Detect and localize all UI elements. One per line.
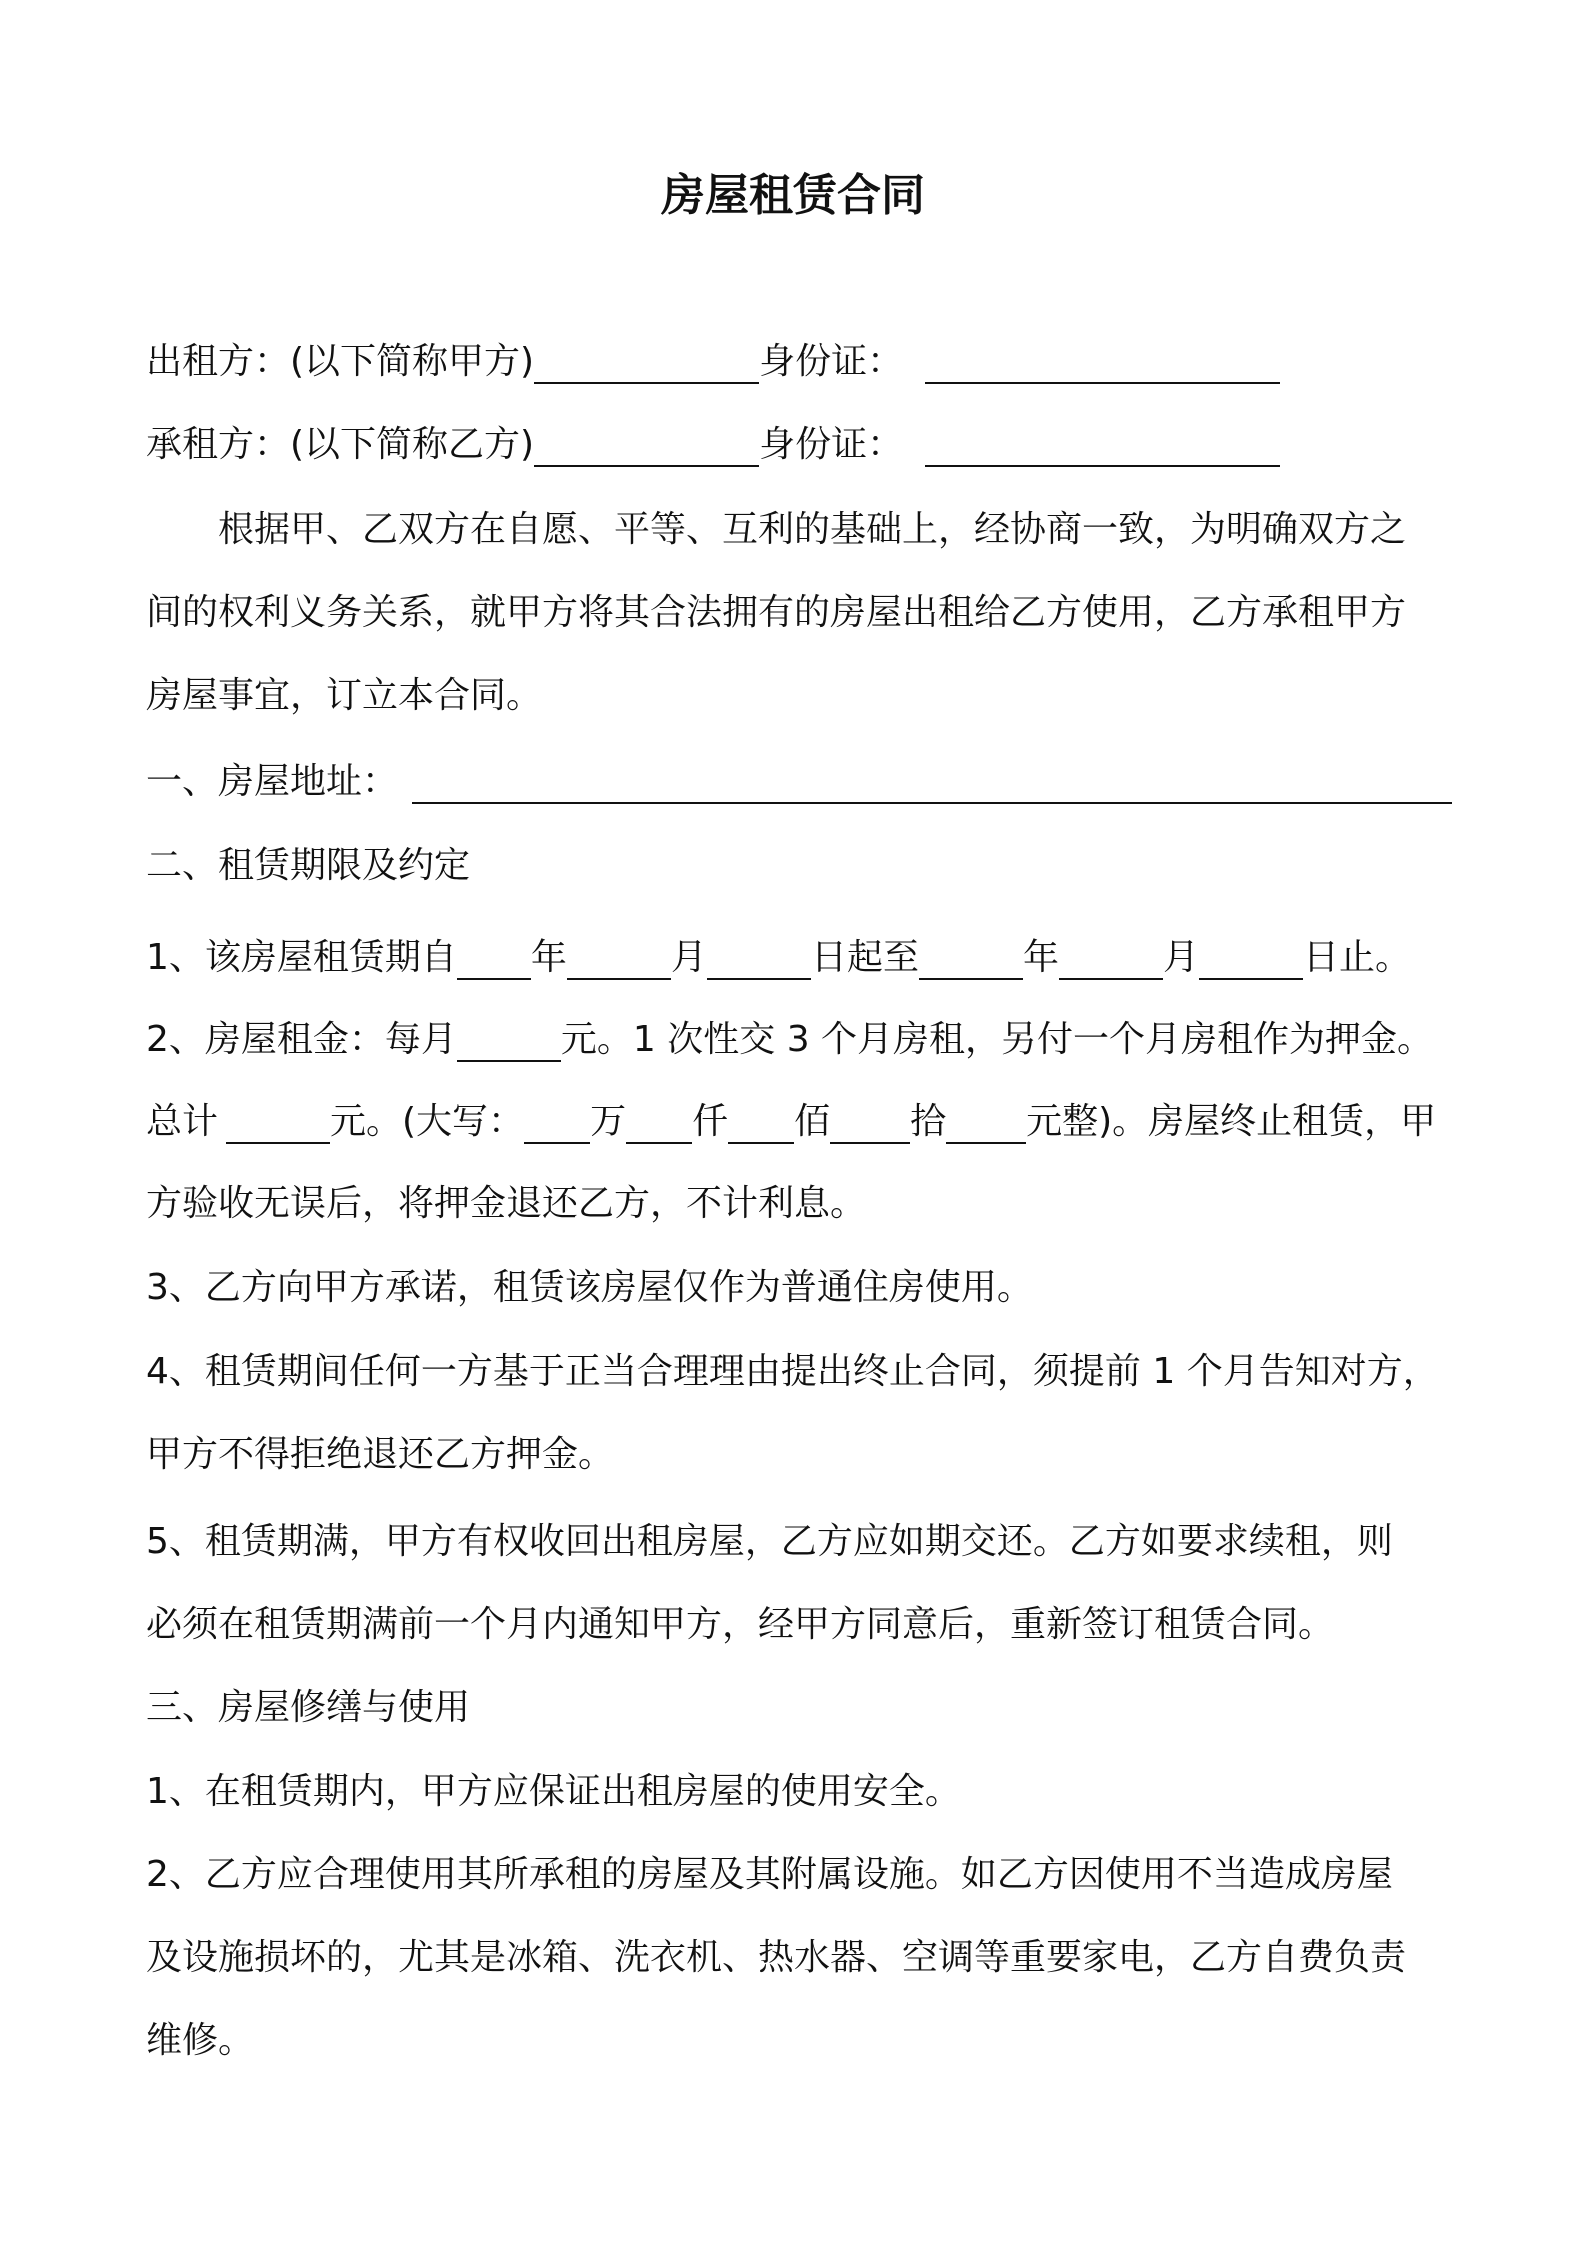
end-year-field[interactable] xyxy=(919,938,1023,980)
lessor-line xyxy=(146,340,1280,384)
s3-item2-line-3: 维修。 xyxy=(146,2020,255,2061)
start-month-field[interactable] xyxy=(567,938,671,980)
s3-item1-line: 1、在租赁期内，甲方应保证出租房屋的使用安全。 xyxy=(146,1771,961,1812)
total-amount-field[interactable] xyxy=(226,1102,330,1144)
start-day-field[interactable] xyxy=(707,938,811,980)
item4-line-2: 甲方不得拒绝退还乙方押金。 xyxy=(146,1434,615,1475)
section2-heading: 二、租赁期限及约定 xyxy=(146,845,471,886)
address-field[interactable] xyxy=(412,762,1452,804)
bai-label: 佰 xyxy=(794,1101,831,1142)
start-year-field[interactable] xyxy=(457,938,531,980)
month-label: 月 xyxy=(670,937,707,978)
lessee-label: 承租方：(以下简称乙方) xyxy=(146,424,535,465)
shi-field[interactable] xyxy=(830,1102,910,1144)
end-day-field[interactable] xyxy=(1199,938,1303,980)
rent-line-2 xyxy=(146,1100,1436,1144)
shi-label: 拾 xyxy=(910,1101,947,1142)
term-prefix: 1、该房屋租赁期自 xyxy=(146,937,457,978)
lessor-label: 出租方：(以下简称甲方) xyxy=(146,341,535,382)
s3-item2-line-1: 2、乙方应合理使用其所承租的房屋及其附属设施。如乙方因使用不当造成房屋 xyxy=(146,1854,1393,1895)
item4-line-1: 4、租赁期间任何一方基于正当合理理由提出终止合同，须提前 1 个月告知对方， xyxy=(146,1351,1439,1392)
item3-line: 3、乙方向甲方承诺，租赁该房屋仅作为普通住房使用。 xyxy=(146,1267,1033,1308)
lessee-id-field[interactable] xyxy=(925,425,1280,467)
section1-line xyxy=(146,760,1452,804)
wan-field[interactable] xyxy=(524,1102,590,1144)
preamble-line-3: 房屋事宜，订立本合同。 xyxy=(146,675,543,716)
lessee-id-label: 身份证： xyxy=(759,424,904,465)
end-month-field[interactable] xyxy=(1059,938,1163,980)
total-label: 总计 xyxy=(146,1101,219,1142)
lessor-id-field[interactable] xyxy=(925,342,1280,384)
address-label: 一、房屋地址： xyxy=(146,761,399,802)
monthly-rent-field[interactable] xyxy=(457,1020,561,1062)
item5-line-2: 必须在租赁期满前一个月内通知甲方，经甲方同意后，重新签订租赁合同。 xyxy=(146,1604,1335,1645)
lessor-id-label: 身份证： xyxy=(759,341,904,382)
lessor-name-field[interactable] xyxy=(534,342,759,384)
rent-line-3: 方验收无误后，将押金退还乙方，不计利息。 xyxy=(146,1183,867,1224)
yuan-zheng-label: 元整)。房屋终止租赁，甲 xyxy=(1026,1101,1437,1142)
lessee-name-field[interactable] xyxy=(534,425,759,467)
preamble-line-1: 根据甲、乙双方在自愿、平等、互利的基础上，经协商一致，为明确双方之 xyxy=(218,509,1407,550)
day-end-label: 日止。 xyxy=(1302,937,1411,978)
section3-heading: 三、房屋修缮与使用 xyxy=(146,1687,471,1728)
lessee-line xyxy=(146,423,1280,467)
rent-terms: 元。1 次性交 3 个月房租，另付一个月房租作为押金。 xyxy=(560,1019,1434,1060)
month-label-2: 月 xyxy=(1162,937,1199,978)
bai-field[interactable] xyxy=(728,1102,794,1144)
qian-field[interactable] xyxy=(626,1102,692,1144)
preamble-line-2: 间的权利义务关系，就甲方将其合法拥有的房屋出租给乙方使用，乙方承租甲方 xyxy=(146,592,1407,633)
rent-label: 2、房屋租金：每月 xyxy=(146,1019,457,1060)
term-line xyxy=(146,936,1411,980)
rent-line-1 xyxy=(146,1018,1433,1062)
wan-label: 万 xyxy=(590,1101,627,1142)
qian-label: 仟 xyxy=(692,1101,729,1142)
year-label: 年 xyxy=(530,937,567,978)
year-label-2: 年 xyxy=(1022,937,1059,978)
total-uppercase-label: 元。(大写： xyxy=(330,1101,525,1142)
s3-item2-line-2: 及设施损坏的，尤其是冰箱、洗衣机、热水器、空调等重要家电，乙方自费负责 xyxy=(146,1937,1407,1978)
day-from-label: 日起至 xyxy=(810,937,919,978)
page-title: 房屋租赁合同 xyxy=(661,170,925,221)
yuan-field[interactable] xyxy=(946,1102,1026,1144)
item5-line-1: 5、租赁期满，甲方有权收回出租房屋，乙方应如期交还。乙方如要求续租，则 xyxy=(146,1521,1393,1562)
